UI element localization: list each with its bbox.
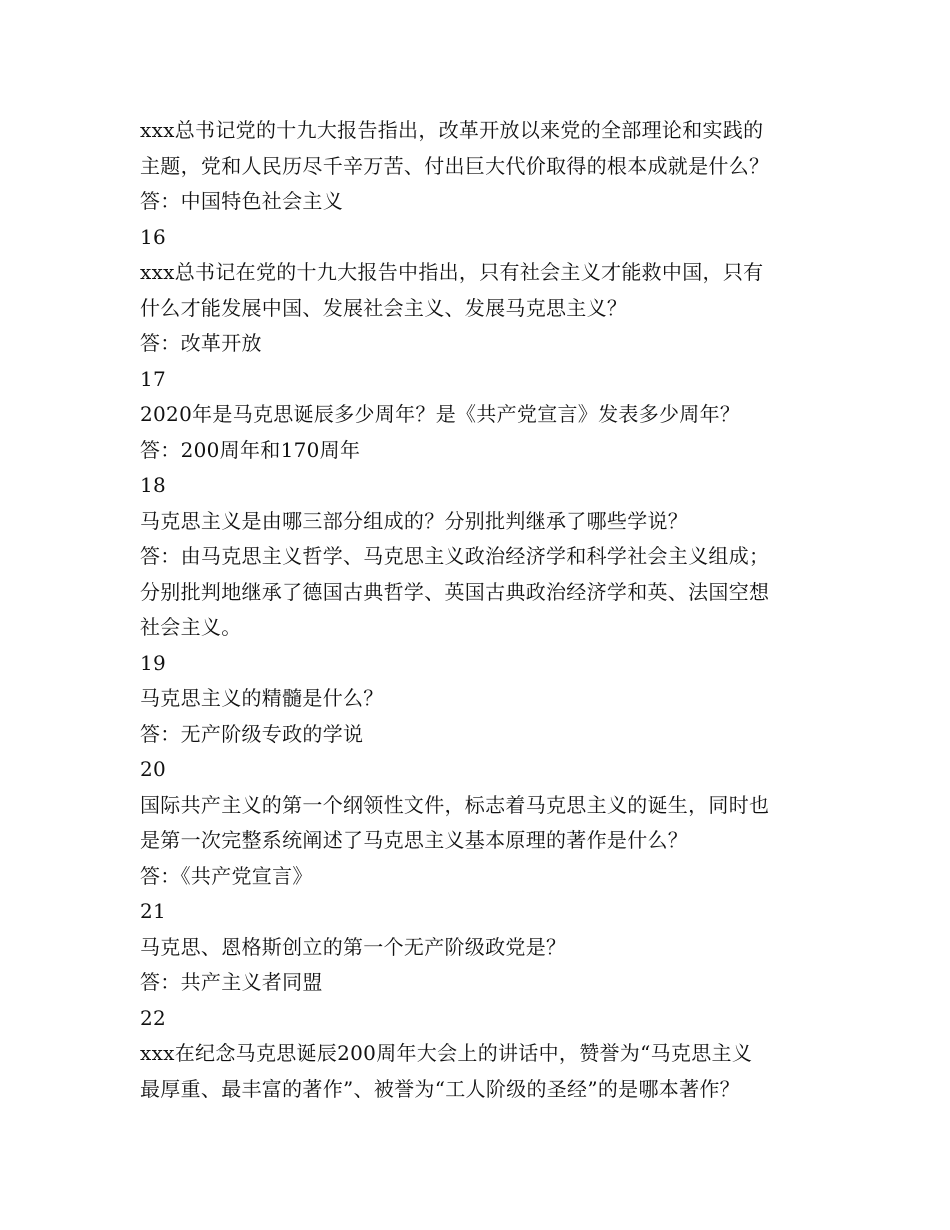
text-line: 马克思主义的精髓是什么？ bbox=[140, 686, 384, 710]
answer-line: 答：共产主义者同盟 bbox=[140, 970, 323, 994]
question-number: 19 bbox=[140, 650, 167, 675]
text-line: 是第一次完整系统阐述了马克思主义基本原理的著作是什么？ bbox=[140, 828, 689, 852]
question-number: 17 bbox=[140, 366, 167, 391]
question-number: 16 bbox=[140, 224, 167, 249]
text-line: 国际共产主义的第一个纲领性文件，标志着马克思主义的诞生，同时也 bbox=[140, 792, 770, 817]
text-line: 主题，党和人民历尽千辛万苦、付出巨大代价取得的根本成就是什么？ bbox=[140, 153, 770, 178]
text-line: 马克思主义是由哪三部分组成的？分别批判继承了哪些学说？ bbox=[140, 508, 689, 533]
answer-line: 答：改革开放 bbox=[140, 331, 262, 355]
answer-line: 答：《共产党宣言》 bbox=[140, 863, 313, 888]
text-line: 2020年是马克思诞辰多少周年？是《共产党宣言》发表多少周年？ bbox=[140, 402, 741, 426]
question-number: 21 bbox=[140, 899, 167, 923]
answer-line: 答：无产阶级专政的学说 bbox=[140, 721, 364, 746]
text-line: xxx在纪念马克思诞辰200周年大会上的讲话中，赞誉为“马克思主义 bbox=[140, 1041, 753, 1065]
text-line: 分别批判地继承了德国古典哲学、英国古典政治经济学和英、法国空想 bbox=[140, 579, 770, 604]
text-line: 什么才能发展中国、发展社会主义、发展马克思主义？ bbox=[140, 295, 628, 320]
text-line: 马克思、恩格斯创立的第一个无产阶级政党是？ bbox=[140, 934, 567, 959]
document-body bbox=[140, 113, 820, 1107]
text-line: xxx总书记在党的十九大报告中指出，只有社会主义才能救中国，只有 bbox=[140, 260, 764, 284]
question-number: 22 bbox=[140, 1005, 167, 1030]
answer-line: 答：中国特色社会主义 bbox=[140, 189, 343, 213]
question-number: 20 bbox=[140, 757, 167, 781]
text-line: xxx总书记党的十九大报告指出，改革开放以来党的全部理论和实践的 bbox=[140, 118, 764, 142]
text-line: 社会主义。 bbox=[140, 615, 242, 639]
answer-line: 答：200周年和170周年 bbox=[140, 437, 361, 462]
text-line: 最厚重、最丰富的著作”、被誉为“工人阶级的圣经”的是哪本著作？ bbox=[140, 1076, 740, 1101]
question-number: 18 bbox=[140, 473, 167, 497]
answer-line: 答：由马克思主义哲学、马克思主义政治经济学和科学社会主义组成； bbox=[140, 544, 770, 568]
